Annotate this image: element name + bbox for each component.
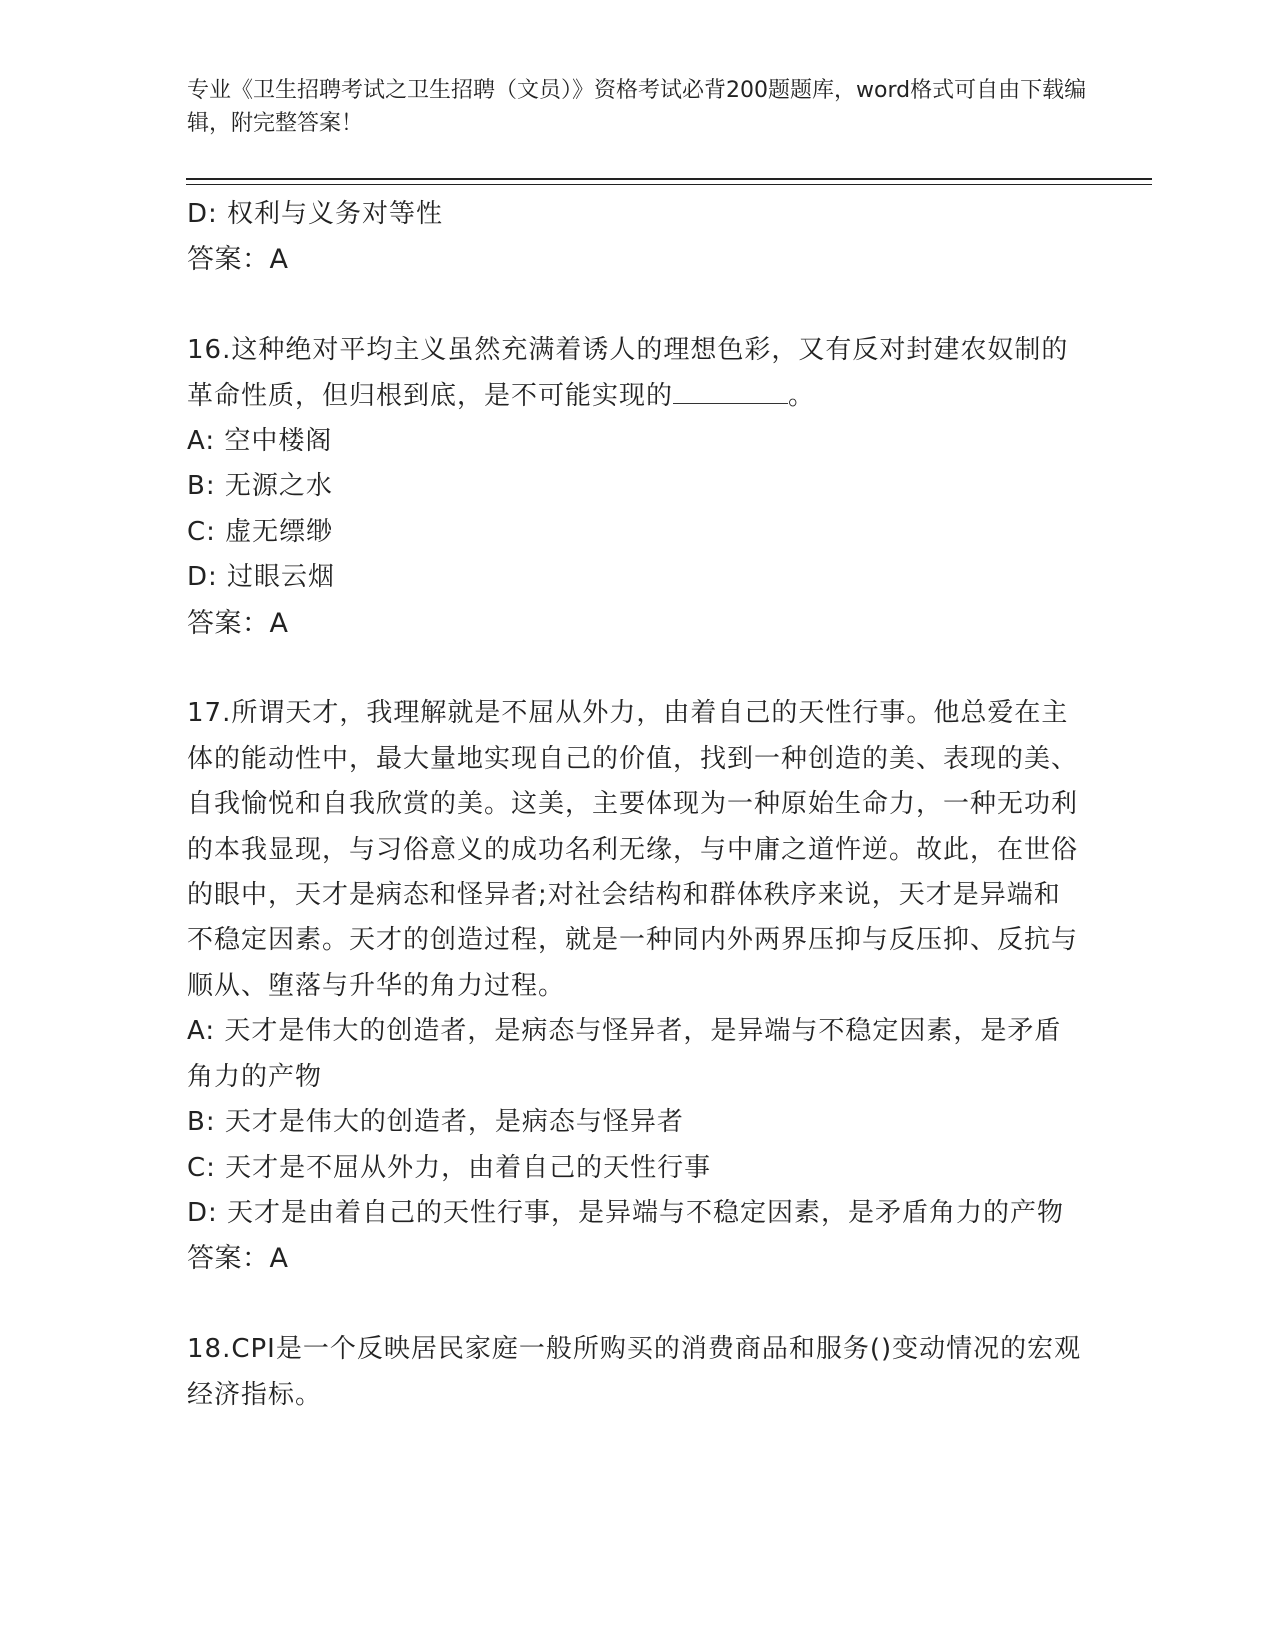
header-divider-thick xyxy=(186,178,1152,180)
question-stem: 18.CPI是一个反映居民家庭一般所购买的消费商品和服务()变动情况的宏观经济指标。 xyxy=(187,1334,1082,1410)
option-d: D: 权利与义务对等性 xyxy=(187,199,444,229)
option-a: A: 天才是伟大的创造者，是病态与怪异者，是异端与不稳定因素，是矛盾角力的产物 xyxy=(187,1016,1062,1092)
question-16 xyxy=(187,328,1087,646)
option-d: D: 过眼云烟 xyxy=(187,562,336,593)
option-b: B: 天才是伟大的创造者，是病态与怪异者 xyxy=(187,1107,684,1138)
document-header: 专业《卫生招聘考试之卫生招聘（文员）》资格考试必背200题题库，word格式可自由下载编辑，附完整答案！ xyxy=(187,78,1087,136)
answer-line: 答案：A xyxy=(187,244,289,276)
header-divider-thin xyxy=(186,184,1152,185)
option-c: C: 天才是不屈从外力，由着自己的天性行事 xyxy=(187,1152,712,1183)
answer-line: 答案：A xyxy=(187,607,289,639)
option-d: D: 天才是由着自己的天性行事，是异端与不稳定因素，是矛盾角力的产物 xyxy=(187,1197,1065,1228)
spacer xyxy=(187,646,1087,691)
document-body xyxy=(187,192,1087,1418)
option-c: C: 虚无缥缈 xyxy=(187,516,334,547)
spacer xyxy=(187,1282,1087,1327)
question-18 xyxy=(187,1327,1087,1418)
question-stem xyxy=(187,328,1087,419)
spacer xyxy=(187,283,1087,328)
option-b: B: 无源之水 xyxy=(187,471,333,502)
question-text-end: 。 xyxy=(788,380,816,411)
fill-in-blank xyxy=(673,377,788,404)
question-stem: 17.所谓天才，我理解就是不屈从外力，由着自己的天性行事。他总爱在主体的能动性中，最大量地实现自己的价值，找到一种创造的美、表现的美、自我愉悦和自我欣赏的美。这美，主要体现为一种原始生命力，一种无功利的本我显现，与习俗意义的成功名利无缘，与中庸之道忤逆。故此，在世俗的眼中，天才是病态和怪异者;对社会结构和群体秩序来说，天才是异端和不稳定因素。天才的创造过程，就是一种同内外两界压抑与反压抑、反抗与顺从、堕落与升华的角力过程。 xyxy=(187,698,1079,1001)
question-text: 16.这种绝对平均主义虽然充满着诱人的理想色彩，又有反对封建农奴制的革命性质，但归根到底，是不可能实现的 xyxy=(187,335,1069,411)
question-17 xyxy=(187,691,1087,1281)
answer-line: 答案：A xyxy=(187,1243,289,1275)
option-a: A: 空中楼阁 xyxy=(187,426,333,457)
question-15-tail xyxy=(187,192,1087,283)
